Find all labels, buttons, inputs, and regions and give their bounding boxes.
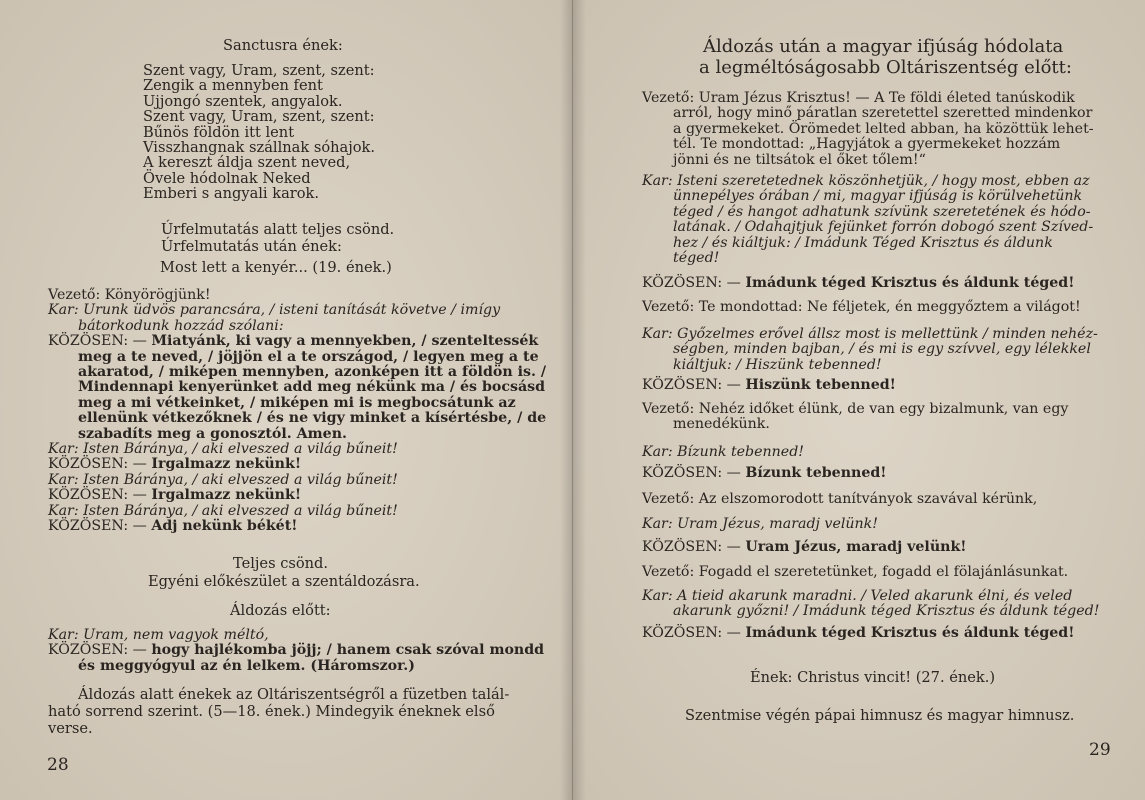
response-text: Irgalmazz nekünk! <box>151 487 302 504</box>
before-communion: Áldozás előtt: <box>230 602 331 619</box>
note-line: verse. <box>48 720 93 737</box>
prayer-text: Mindennapi kenyerünket add meg nékünk ma / és bocsásd <box>78 379 546 396</box>
response-text: Irgalmazz nekünk! <box>151 456 302 473</box>
together-label: KÖZÖSEN: — <box>48 518 147 535</box>
prayer-text: ellenünk vétkezőknek / és ne vigy minket a kísértésbe, / de <box>78 410 547 427</box>
leader-line: Vezető: Uram Jézus Krisztus! — A Te földi életed tanúskodik <box>642 90 1075 106</box>
hymn-reference: Most lett a kenyér... (19. ének.) <box>160 259 392 276</box>
prayer-text: meg a te neved, / jöjjön el a te országod, / legyen meg a te <box>78 348 539 365</box>
choir-line: Kar: Isten Báránya, / aki elveszed a világ bűneit! <box>48 471 398 488</box>
leader-line: tél. Te mondottad: „Hagyjátok a gyermekeket hozzám <box>673 136 1061 153</box>
choir-line: bátorkodunk hozzád szólani: <box>78 317 284 334</box>
leader-line: menedékünk. <box>673 416 770 433</box>
litany-leader-3 <box>642 402 1068 433</box>
prayer-text: akaratod, / miképen mennyben, azonképen itt a földön is. / <box>78 364 547 381</box>
during-communion-note <box>48 686 509 737</box>
full-silence: Teljes csönd. <box>233 555 329 572</box>
choir-line: hez / és kiáltjuk: / Imádunk Téged Krisztus és áldunk <box>673 234 1053 251</box>
choir-line: Kar: A tieid akarunk maradni. / Veled akarunk élni, és veled <box>642 588 1073 604</box>
leader-line: arról, hogy minő páratlan szeretettel szeretted mindenkor <box>673 105 1093 122</box>
together-line <box>48 519 546 534</box>
choir-line: Kar: Győzelmes erővel állsz most is mellettünk / minden nehéz- <box>642 326 1098 342</box>
choir-line: latának. / Odahajtjuk fejünket forrón dobogó szent Szíved- <box>673 219 1094 236</box>
closing-note: Szentmise végén pápai himnusz és magyar himnusz. <box>685 707 1075 724</box>
litany-choir-1 <box>642 174 1093 266</box>
prayer-text: Miatyánk, ki vagy a mennyekben, / szenteltessék <box>151 333 539 350</box>
page-title: a legméltóságosabb Oltáriszentség előtt: <box>699 57 1072 78</box>
individual-prep: Egyéni előkészület a szentáldozásra. <box>148 573 420 590</box>
response-text: és meggyógyul az én lelkem. (Háromszor.) <box>78 657 415 674</box>
choir-line: Kar: Uram, nem vagyok méltó, <box>48 627 269 643</box>
right-page <box>573 0 1145 800</box>
page-title: Áldozás után a magyar ifjúság hódolata <box>703 36 1064 57</box>
leader-line: Vezető: Az elszomorodott tanítványok szavával kérünk, <box>642 491 1038 507</box>
choir-line: Kar: Uram Jézus, maradj velünk! <box>642 516 878 532</box>
hymn-line: Szent vagy, Uram, szent, szent: <box>143 108 375 126</box>
note-line: Áldozás alatt énekek az Oltáriszentségről a füzetben talál- <box>78 686 510 703</box>
response-text: Hiszünk tebenned! <box>745 377 896 393</box>
choir-line: ünnepélyes órában / mi, magyar ifjúság is körülvehetünk <box>673 188 1083 205</box>
hymn-line: Szent vagy, Uram, szent, szent: <box>143 62 375 79</box>
litany-block-1 <box>642 91 1094 168</box>
response-text: Imádunk téged Krisztus és áldunk téged! <box>745 275 1075 291</box>
after-elevation: Úrfelmutatás után ének: <box>161 238 342 255</box>
together-label: KÖZÖSEN: — <box>642 465 741 481</box>
together-line <box>48 457 546 472</box>
elevation-silence: Úrfelmutatás alatt teljes csönd. <box>161 221 395 238</box>
leader-line: a gyermekeket. Örömedet lelted abban, ha közöttük lehet- <box>673 120 1094 137</box>
together-label: KÖZÖSEN: — <box>642 625 741 641</box>
choir-line: Kar: Isten Báránya, / aki elveszed a világ bűneit! <box>48 502 398 519</box>
together-label: KÖZÖSEN: — <box>642 275 741 291</box>
litany-choir-5 <box>642 589 1099 620</box>
litany-choir-2 <box>642 327 1098 373</box>
together-line <box>642 276 1074 291</box>
together-line <box>48 643 544 658</box>
hymn-line: A kereszt áldja szent neved, <box>143 154 351 172</box>
response-text: Uram Jézus, maradj velünk! <box>745 539 967 555</box>
sanctus-title: Sanctusra ének: <box>223 37 343 54</box>
choir-line: ségben, minden bajban, / és mi is egy szívvel, egy lélekkel <box>673 341 1091 358</box>
response-text: Adj nekünk békét! <box>151 518 298 535</box>
together-label: KÖZÖSEN: — <box>48 456 147 473</box>
together-line <box>642 540 967 555</box>
hymn-line: Övele hódolnak Neked <box>143 169 311 187</box>
response-text: Bízunk tebenned! <box>745 465 887 481</box>
lords-prayer-section <box>48 288 546 535</box>
prayer-text: meg a mi vétkeinket, / miképen mi is megbocsátunk az <box>78 394 516 411</box>
together-line <box>48 488 546 503</box>
choir-line: Kar: Urunk üdvös parancsára, / isteni tanítását követve / imígy <box>48 302 501 319</box>
leader-line: Vezető: Te mondottad: Ne féljetek, én meggyőztem a világot! <box>642 299 1081 315</box>
closing-song: Ének: Christus vincit! (27. ének.) <box>750 669 996 686</box>
note-line: ható sorrend szerint. (5—18. ének.) Mindegyik éneknek első <box>48 703 495 720</box>
together-label: KÖZÖSEN: — <box>642 377 741 393</box>
domine-section <box>48 628 544 674</box>
page-number: 28 <box>47 755 69 775</box>
hymn-line: Zengik a mennyben fent <box>143 77 323 95</box>
choir-line: téged! <box>673 250 720 267</box>
hymn-line: Ujjongó szentek, angyalok. <box>143 92 343 110</box>
hymn-line: Bűnös földön itt lent <box>143 123 295 141</box>
together-line <box>642 466 887 481</box>
together-line <box>48 334 546 349</box>
together-line <box>642 378 896 393</box>
leader-line: Vezető: Fogadd el szeretetünket, fogadd el fölajánlásunkat. <box>642 564 1069 580</box>
together-label: KÖZÖSEN: — <box>48 333 147 350</box>
leader-line: Vezető: Könyörögjünk! <box>48 287 211 303</box>
together-label: KÖZÖSEN: — <box>48 487 147 504</box>
together-label: KÖZÖSEN: — <box>48 642 147 659</box>
leader-line: jönni és ne tiltsátok el őket tőlem!“ <box>673 151 926 168</box>
sanctus-hymn <box>143 63 375 202</box>
choir-line: Kar: Isten Báránya, / aki elveszed a világ bűneit! <box>48 441 398 458</box>
choir-line: akarunk győzni! / Imádunk téged Krisztus és áldunk téged! <box>673 603 1100 620</box>
leader-line: Vezető: Nehéz időket élünk, de van egy bizalmunk, van egy <box>642 401 1069 417</box>
response-text: Imádunk téged Krisztus és áldunk téged! <box>745 625 1075 641</box>
response-text: hogy hajlékomba jöjj; / hanem csak szóval mondd <box>151 642 545 659</box>
choir-line: kiáltjuk: / Hiszünk tebenned! <box>673 356 882 373</box>
hymn-line: Emberi s angyali karok. <box>143 185 320 203</box>
choir-line: Kar: Bízunk tebenned! <box>642 444 804 460</box>
choir-line: téged / és hangot adhatunk szívünk szeretetének és hódo- <box>673 203 1091 220</box>
choir-line: Kar: Isteni szeretetednek köszönhetjük, / hogy most, ebben az <box>642 173 1090 189</box>
together-label: KÖZÖSEN: — <box>642 539 741 555</box>
together-line <box>642 626 1074 641</box>
prayer-text: szabadíts meg a gonosztól. Amen. <box>78 425 347 442</box>
hymn-line: Visszhangnak szállnak sóhajok. <box>143 139 376 157</box>
page-number: 29 <box>1089 740 1111 760</box>
